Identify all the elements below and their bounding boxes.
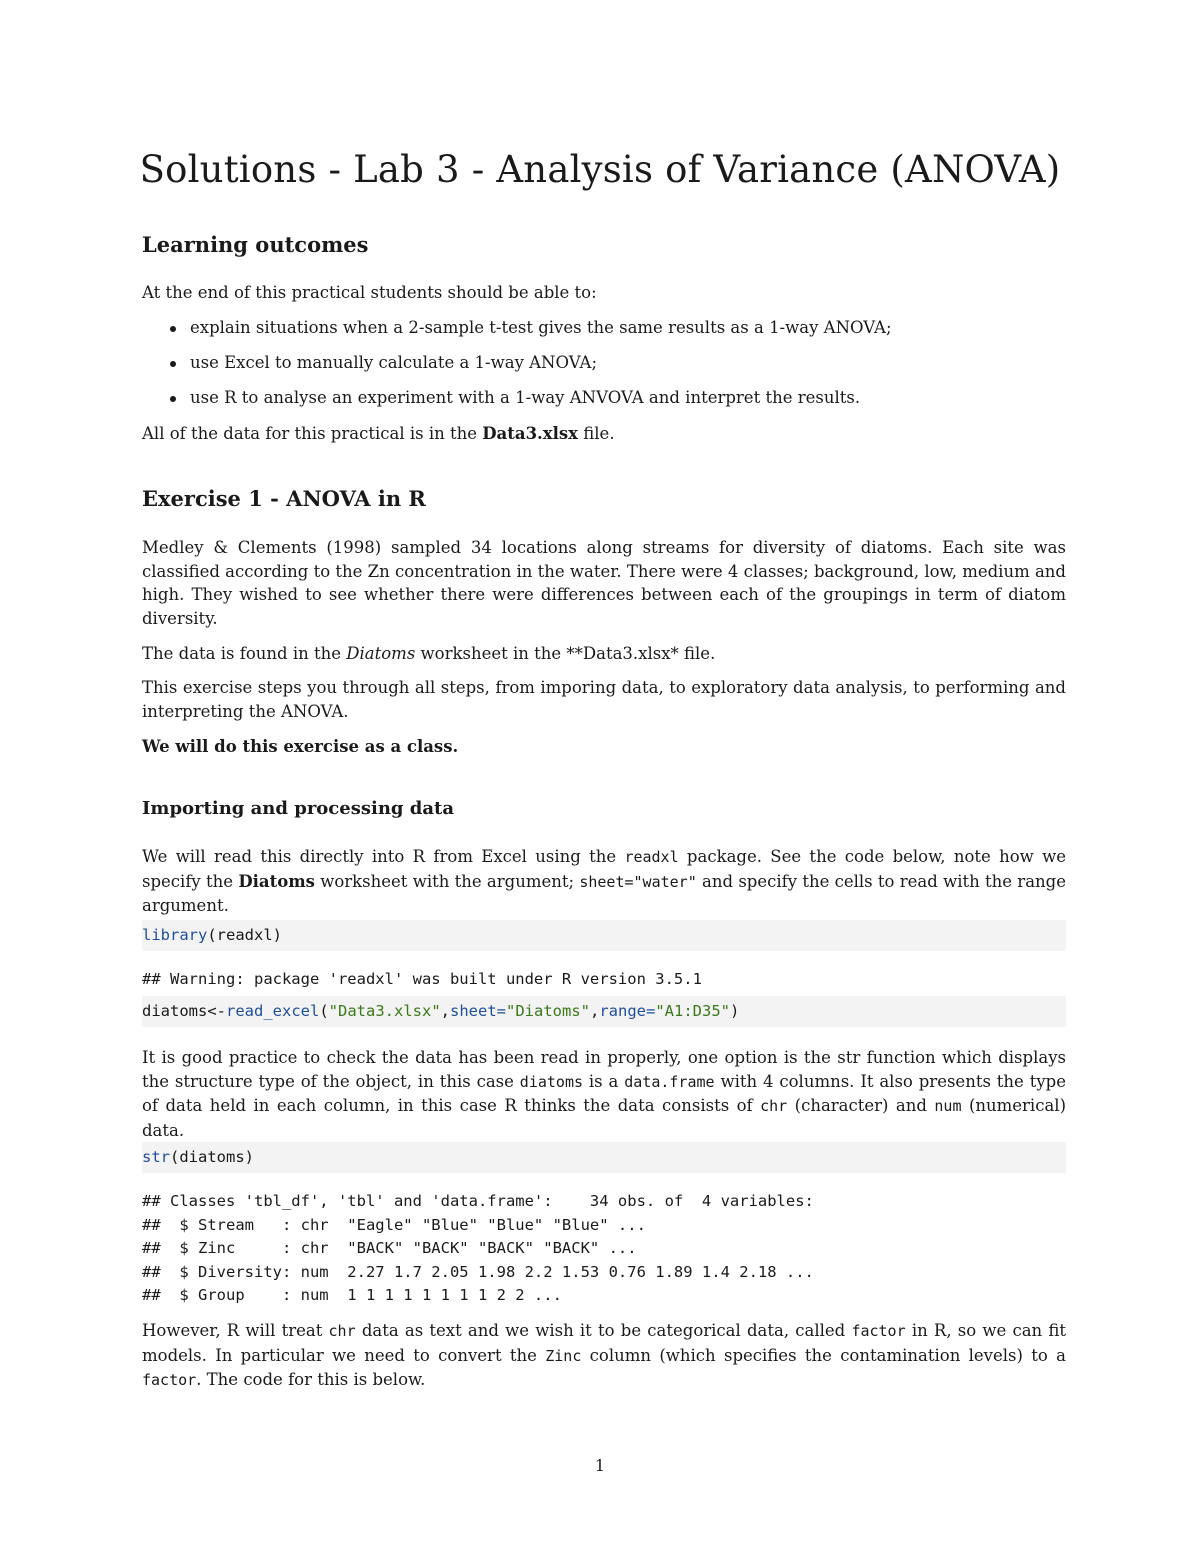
importing-paragraph-3: However, R will treat chr data as text and we wish it to be categorical data, called factor in R, so we can fit models. In particular we need to convert the Zinc column (which specifies the contamination levels) to a factor. The code for this is below. bbox=[142, 1321, 1066, 1389]
exercise-1-paragraph-4: We will do this exercise as a class. bbox=[142, 737, 459, 756]
learning-outcomes-list bbox=[142, 316, 892, 421]
output-str: ## Classes 'tbl_df', 'tbl' and 'data.frame': 34 obs. of 4 variables: ## $ Stream : chr "Eagle" "Blue" "Blue" "Blue" ... ## $ Zinc : chr "BACK" "BACK" "BACK" "BACK" ... ## $ Diversity: num 2.27 1.7 2.05 1.98 2.2 1.53 0.76 1.89 1.4 2.18 ... ## $ Group : num 1 1 1 1 1 1 1 1 2 2 ... bbox=[142, 1192, 814, 1304]
exercise-1-heading: Exercise 1 - ANOVA in R bbox=[142, 486, 426, 511]
code-block-library: library(readxl) bbox=[142, 920, 1066, 951]
importing-paragraph-1: We will read this directly into R from Excel using the readxl package. See the code below, note how we specify the Diatoms worksheet with the argument; sheet="water" and specify the cells to read with the range argument. bbox=[142, 847, 1066, 915]
exercise-1-paragraph-3: This exercise steps you through all steps, from imporing data, to exploratory data analysis, to performing and interpreting the ANOVA. bbox=[142, 678, 1066, 721]
worksheet-name: Diatoms bbox=[346, 644, 416, 663]
page-number: 1 bbox=[594, 1456, 606, 1475]
list-item: use R to analyse an experiment with a 1-way ANVOVA and interpret the results. bbox=[142, 386, 892, 421]
document-title: Solutions - Lab 3 - Analysis of Variance (ANOVA) bbox=[139, 148, 1061, 191]
exercise-1-paragraph-1: Medley & Clements (1998) sampled 34 locations along streams for diversity of diatoms. Each site was classified according to the Zn concentration in the water. There were 4 classes; background, low, medium and high. They wished to see whether there were differences between each of the groupings in term of diatom diversity. bbox=[142, 538, 1066, 628]
exercise-1-paragraph-2: The data is found in the Diatoms worksheet in the **Data3.xlsx* file. bbox=[142, 644, 716, 663]
output-warning: ## Warning: package 'readxl' was built under R version 3.5.1 bbox=[142, 970, 702, 988]
list-item: use Excel to manually calculate a 1-way ANOVA; bbox=[142, 351, 892, 386]
bullet-icon bbox=[170, 361, 176, 367]
learning-outcomes-heading: Learning outcomes bbox=[142, 232, 369, 257]
code-block-read-excel: diatoms<-read_excel("Data3.xlsx",sheet="Diatoms",range="A1:D35") bbox=[142, 996, 1066, 1027]
data-file-note: All of the data for this practical is in the Data3.xlsx file. bbox=[142, 424, 615, 443]
learning-intro: At the end of this practical students should be able to: bbox=[142, 283, 597, 302]
list-item: explain situations when a 2-sample t-test gives the same results as a 1-way ANOVA; bbox=[142, 316, 892, 351]
importing-heading: Importing and processing data bbox=[142, 798, 454, 819]
code-block-str: str(diatoms) bbox=[142, 1142, 1066, 1173]
data-file-name: Data3.xlsx bbox=[482, 424, 579, 443]
bullet-icon bbox=[170, 396, 176, 402]
importing-paragraph-2: It is good practice to check the data has been read in properly, one option is the str function which displays the structure type of the object, in this case diatoms is a data.frame with 4 columns. It also presents the type of data held in each column, in this case R thinks the data consists of chr (character) and num (numerical) data. bbox=[142, 1048, 1067, 1140]
bullet-icon bbox=[170, 326, 176, 332]
